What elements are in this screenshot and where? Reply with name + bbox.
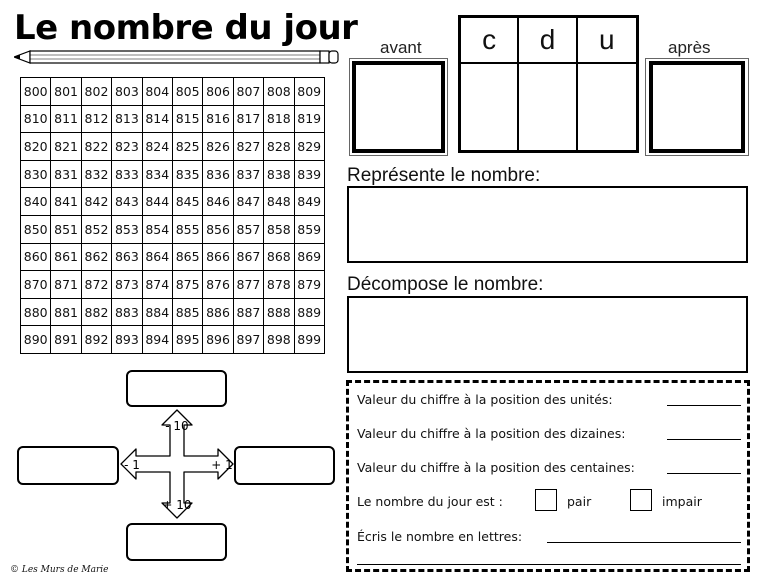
- chart-cell: 851: [51, 215, 81, 243]
- chart-cell: 803: [112, 78, 142, 106]
- decompose-label: Décompose le nombre:: [347, 274, 544, 295]
- chart-cell: 855: [172, 215, 202, 243]
- chart-cell: 827: [233, 133, 263, 161]
- chart-row: [21, 188, 325, 216]
- chart-cell: 872: [81, 271, 111, 299]
- chart-cell: 843: [112, 188, 142, 216]
- chart-cell: 832: [81, 160, 111, 188]
- chart-cell: 879: [294, 271, 324, 299]
- chart-cell: 845: [172, 188, 202, 216]
- after-label: après: [668, 38, 711, 57]
- chart-cell: 878: [264, 271, 294, 299]
- chart-cell: 826: [203, 133, 233, 161]
- chart-cell: 862: [81, 243, 111, 271]
- chart-cell: 885: [172, 298, 202, 326]
- chart-cell: 834: [142, 160, 172, 188]
- chart-cell: 820: [21, 133, 51, 161]
- chart-cell: 871: [51, 271, 81, 299]
- chart-cell: 857: [233, 215, 263, 243]
- chart-cell: 818: [264, 105, 294, 133]
- chart-cell: 841: [51, 188, 81, 216]
- page-title: Le nombre du jour: [14, 8, 358, 48]
- units-question: Valeur du chiffre à la position des unités:: [357, 392, 613, 407]
- chart-cell: 856: [203, 215, 233, 243]
- pencil-icon: [14, 50, 339, 64]
- chart-cell: 800: [21, 78, 51, 106]
- tens-cell[interactable]: [519, 64, 577, 150]
- chart-cell: 823: [112, 133, 142, 161]
- chart-cell: 847: [233, 188, 263, 216]
- chart-cell: 813: [112, 105, 142, 133]
- chart-cell: 887: [233, 298, 263, 326]
- chart-cell: 805: [172, 78, 202, 106]
- even-checkbox[interactable]: [535, 489, 557, 511]
- chart-cell: 868: [264, 243, 294, 271]
- in-words-answer-line[interactable]: [547, 542, 741, 543]
- chart-row: [21, 105, 325, 133]
- four-way-arrow-icon: [118, 408, 236, 520]
- chart-cell: 802: [81, 78, 111, 106]
- chart-cell: 889: [294, 298, 324, 326]
- chart-cell: 858: [264, 215, 294, 243]
- chart-cell: 846: [203, 188, 233, 216]
- chart-cell: 822: [81, 133, 111, 161]
- hundreds-cell[interactable]: [461, 64, 519, 150]
- chart-cell: 896: [203, 326, 233, 354]
- in-words-answer-line-2[interactable]: [357, 564, 741, 565]
- chart-cell: 869: [294, 243, 324, 271]
- plus-ten-label: + 10: [162, 498, 192, 512]
- chart-cell: 831: [51, 160, 81, 188]
- chart-cell: 880: [21, 298, 51, 326]
- hundreds-answer-line[interactable]: [667, 473, 741, 474]
- odd-label: impair: [662, 494, 702, 509]
- chart-cell: 817: [233, 105, 263, 133]
- chart-cell: 866: [203, 243, 233, 271]
- chart-row: [21, 326, 325, 354]
- chart-cell: 849: [294, 188, 324, 216]
- tens-question: Valeur du chiffre à la position des dizaines:: [357, 426, 626, 441]
- chart-cell: 828: [264, 133, 294, 161]
- chart-cell: 814: [142, 105, 172, 133]
- credit-text: © Les Murs de Marie: [10, 565, 109, 575]
- chart-cell: 863: [112, 243, 142, 271]
- chart-cell: 850: [21, 215, 51, 243]
- odd-checkbox[interactable]: [630, 489, 652, 511]
- chart-row: [21, 298, 325, 326]
- chart-cell: 819: [294, 105, 324, 133]
- chart-cell: 825: [172, 133, 202, 161]
- chart-cell: 890: [21, 326, 51, 354]
- chart-cell: 837: [233, 160, 263, 188]
- chart-cell: 811: [51, 105, 81, 133]
- represent-label: Représente le nombre:: [347, 165, 541, 186]
- chart-cell: 883: [112, 298, 142, 326]
- minus-one-box[interactable]: [17, 446, 119, 485]
- represent-box[interactable]: [347, 186, 748, 263]
- plus-ten-box[interactable]: [126, 523, 227, 561]
- place-value-table: [458, 15, 639, 153]
- chart-cell: 861: [51, 243, 81, 271]
- chart-cell: 815: [172, 105, 202, 133]
- chart-cell: 874: [142, 271, 172, 299]
- chart-cell: 812: [81, 105, 111, 133]
- chart-cell: 898: [264, 326, 294, 354]
- after-box[interactable]: [649, 61, 745, 153]
- chart-cell: 836: [203, 160, 233, 188]
- chart-cell: 810: [21, 105, 51, 133]
- chart-cell: 881: [51, 298, 81, 326]
- chart-cell: 839: [294, 160, 324, 188]
- chart-cell: 848: [264, 188, 294, 216]
- chart-cell: 842: [81, 188, 111, 216]
- chart-cell: 859: [294, 215, 324, 243]
- chart-cell: 882: [81, 298, 111, 326]
- before-label: avant: [380, 38, 422, 57]
- decompose-box[interactable]: [347, 296, 748, 373]
- plus-one-label: + 1: [211, 458, 233, 472]
- units-cell[interactable]: [578, 64, 636, 150]
- chart-cell: 876: [203, 271, 233, 299]
- before-box[interactable]: [352, 61, 445, 153]
- hundreds-header: c: [461, 18, 519, 64]
- chart-row: [21, 78, 325, 106]
- tens-answer-line[interactable]: [667, 439, 741, 440]
- units-answer-line[interactable]: [667, 405, 741, 406]
- hundred-chart: [20, 77, 325, 354]
- chart-row: [21, 160, 325, 188]
- chart-cell: 899: [294, 326, 324, 354]
- chart-cell: 877: [233, 271, 263, 299]
- chart-cell: 893: [112, 326, 142, 354]
- chart-cell: 821: [51, 133, 81, 161]
- chart-row: [21, 243, 325, 271]
- minus-one-label: - 1: [124, 458, 140, 472]
- chart-cell: 809: [294, 78, 324, 106]
- chart-cell: 854: [142, 215, 172, 243]
- chart-cell: 897: [233, 326, 263, 354]
- minus-ten-label: - 10: [165, 419, 189, 433]
- chart-row: [21, 133, 325, 161]
- chart-cell: 824: [142, 133, 172, 161]
- chart-cell: 870: [21, 271, 51, 299]
- units-header: u: [578, 18, 636, 64]
- in-words-question: Écris le nombre en lettres:: [357, 529, 523, 544]
- chart-cell: 894: [142, 326, 172, 354]
- chart-cell: 833: [112, 160, 142, 188]
- hundreds-question: Valeur du chiffre à la position des centaines:: [357, 460, 635, 475]
- chart-cell: 860: [21, 243, 51, 271]
- chart-cell: 808: [264, 78, 294, 106]
- chart-cell: 875: [172, 271, 202, 299]
- chart-cell: 884: [142, 298, 172, 326]
- chart-cell: 840: [21, 188, 51, 216]
- chart-cell: 801: [51, 78, 81, 106]
- chart-cell: 844: [142, 188, 172, 216]
- chart-cell: 864: [142, 243, 172, 271]
- chart-cell: 853: [112, 215, 142, 243]
- chart-cell: 806: [203, 78, 233, 106]
- minus-ten-box[interactable]: [126, 370, 227, 407]
- chart-cell: 807: [233, 78, 263, 106]
- chart-cell: 867: [233, 243, 263, 271]
- parity-question: Le nombre du jour est :: [357, 494, 503, 509]
- chart-cell: 830: [21, 160, 51, 188]
- chart-cell: 838: [264, 160, 294, 188]
- chart-row: [21, 271, 325, 299]
- plus-one-box[interactable]: [234, 446, 335, 485]
- questions-panel: [346, 380, 750, 572]
- chart-cell: 816: [203, 105, 233, 133]
- chart-cell: 865: [172, 243, 202, 271]
- chart-cell: 895: [172, 326, 202, 354]
- chart-cell: 804: [142, 78, 172, 106]
- even-label: pair: [567, 494, 592, 509]
- chart-cell: 886: [203, 298, 233, 326]
- chart-cell: 835: [172, 160, 202, 188]
- chart-cell: 873: [112, 271, 142, 299]
- tens-header: d: [519, 18, 577, 64]
- chart-row: [21, 215, 325, 243]
- chart-cell: 888: [264, 298, 294, 326]
- chart-cell: 852: [81, 215, 111, 243]
- chart-cell: 892: [81, 326, 111, 354]
- chart-cell: 829: [294, 133, 324, 161]
- chart-cell: 891: [51, 326, 81, 354]
